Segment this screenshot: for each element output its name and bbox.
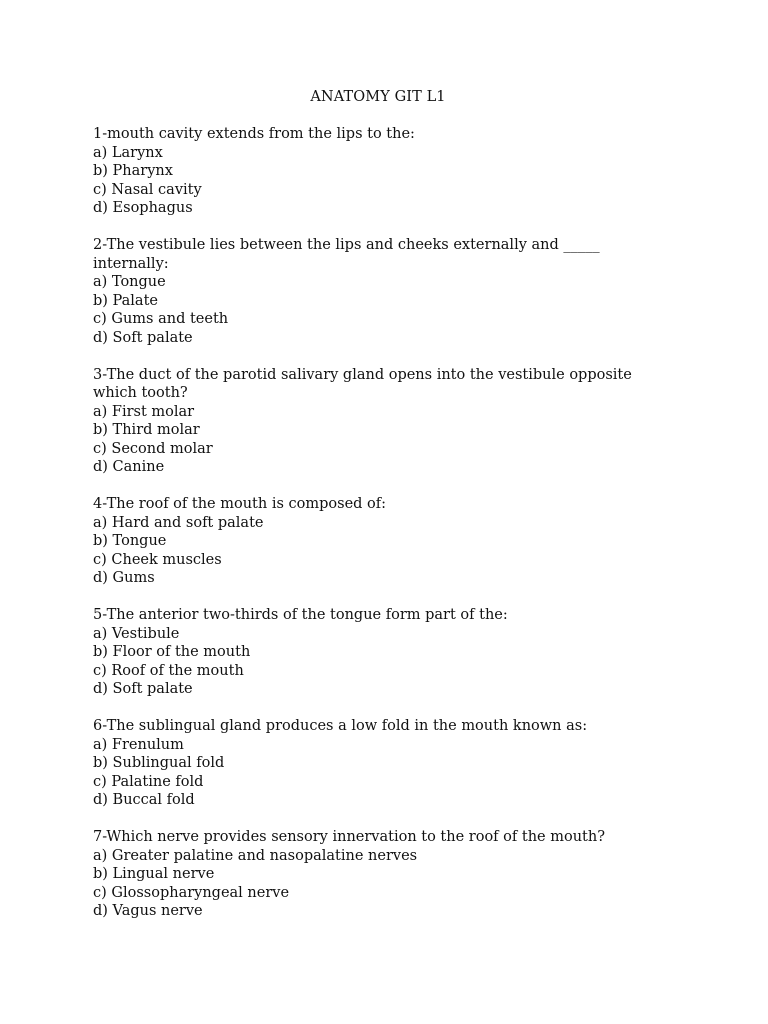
- option-d: d) Soft palate: [93, 329, 193, 346]
- option-c: c) Cheek muscles: [93, 551, 222, 568]
- question-2: [93, 236, 678, 347]
- question-4: [93, 495, 678, 588]
- option-c: c) Nasal cavity: [93, 181, 202, 198]
- question-list: [93, 125, 678, 939]
- option-b: b) Third molar: [93, 422, 200, 438]
- question-text: 1-mouth cavity extends from the lips to the:: [93, 126, 415, 142]
- question-text: 5-The anterior two-thirds of the tongue form part of the:: [93, 607, 508, 623]
- option-d: d) Canine: [93, 459, 165, 475]
- option-b: b) Palate: [93, 292, 158, 309]
- question-text: 2-The vestibule lies between the lips and cheeks externally and _____ internally:: [93, 237, 605, 272]
- option-d: d) Vagus nerve: [93, 903, 203, 919]
- option-a: a) Frenulum: [93, 736, 184, 753]
- option-b: b) Tongue: [93, 533, 167, 549]
- option-c: c) Glossopharyngeal nerve: [93, 884, 290, 901]
- option-b: b) Lingual nerve: [93, 866, 215, 882]
- option-a: a) First molar: [93, 403, 195, 420]
- document-title: ANATOMY GIT L1: [310, 89, 446, 105]
- question-3: [93, 366, 678, 477]
- question-text: 6-The sublingual gland produces a low fold in the mouth known as:: [93, 718, 588, 734]
- option-d: d) Soft palate: [93, 681, 193, 697]
- option-a: a) Larynx: [93, 144, 163, 161]
- option-c: c) Gums and teeth: [93, 311, 229, 327]
- question-6: [93, 717, 678, 810]
- option-c: c) Palatine fold: [93, 773, 204, 790]
- question-text: 4-The roof of the mouth is composed of:: [93, 496, 387, 512]
- option-b: b) Floor of the mouth: [93, 644, 251, 660]
- question-text: 3-The duct of the parotid salivary gland opens into the vestibule opposite which tooth?: [93, 366, 637, 401]
- question-5: [93, 606, 678, 699]
- question-7: [93, 828, 678, 921]
- option-a: a) Greater palatine and nasopalatine nerves: [93, 847, 418, 864]
- option-c: c) Roof of the mouth: [93, 662, 244, 679]
- option-d: d) Buccal fold: [93, 792, 195, 808]
- option-b: b) Sublingual fold: [93, 755, 225, 771]
- question-text: 7-Which nerve provides sensory innervation to the roof of the mouth?: [93, 829, 605, 845]
- option-b: b) Pharynx: [93, 163, 173, 179]
- option-a: a) Hard and soft palate: [93, 514, 264, 531]
- option-c: c) Second molar: [93, 440, 213, 457]
- option-a: a) Vestibule: [93, 625, 180, 642]
- question-1: [93, 125, 678, 218]
- option-d: d) Esophagus: [93, 200, 193, 216]
- option-d: d) Gums: [93, 570, 155, 586]
- option-a: a) Tongue: [93, 274, 166, 290]
